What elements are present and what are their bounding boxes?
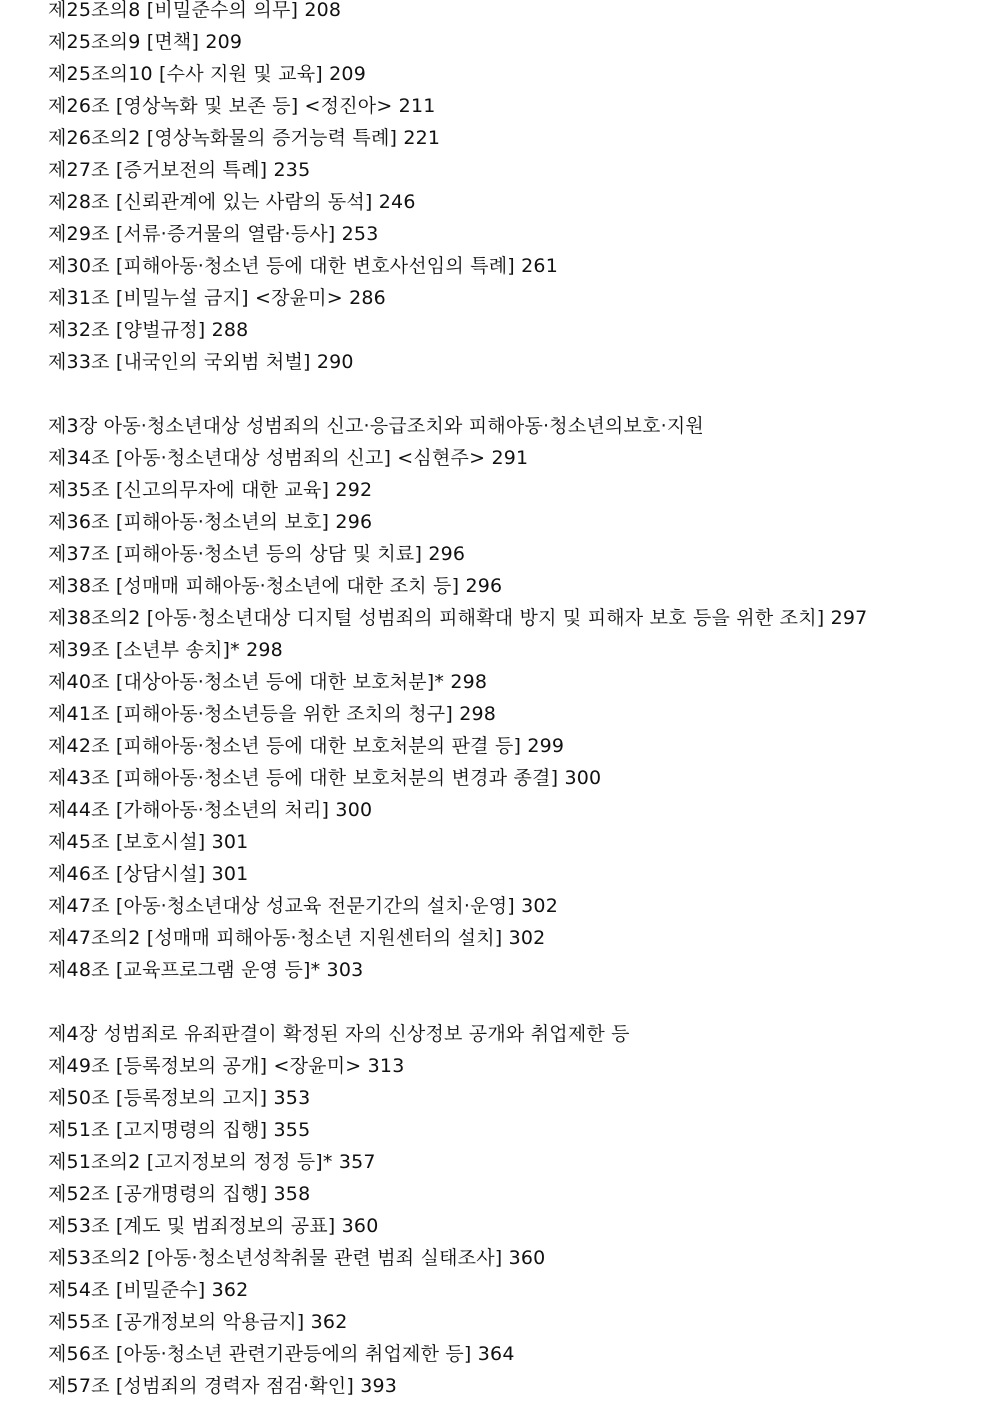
table-of-contents [48, 0, 978, 1402]
section-spacer [48, 378, 978, 410]
toc-entry: 제49조 [등록정보의 공개] <장윤미> 313 [48, 1055, 405, 1077]
toc-entry: 제55조 [공개정보의 악용금지] 362 [48, 1311, 348, 1333]
toc-entry: 제31조 [비밀누설 금지] <장윤미> 286 [48, 287, 386, 309]
toc-entry: 제48조 [교육프로그램 운영 등]* 303 [48, 959, 364, 981]
section-spacer [48, 986, 978, 1018]
chapter-heading: 제4장 성범죄로 유죄판결이 확정된 자의 신상정보 공개와 취업제한 등 [48, 1023, 630, 1045]
toc-entry: 제57조 [성범죄의 경력자 점검·확인] 393 [48, 1375, 398, 1397]
toc-entry: 제37조 [피해아동·청소년 등의 상담 및 치료] 296 [48, 543, 466, 565]
toc-entry: 제45조 [보호시설] 301 [48, 831, 249, 853]
toc-entry: 제30조 [피해아동·청소년 등에 대한 변호사선임의 특례] 261 [48, 255, 558, 277]
chapter-heading: 제3장 아동·청소년대상 성범죄의 신고·응급조치와 피해아동·청소년의보호·지원 [48, 415, 704, 437]
toc-entry: 제32조 [양벌규정] 288 [48, 319, 249, 341]
toc-entry: 제42조 [피해아동·청소년 등에 대한 보호처분의 판결 등] 299 [48, 735, 565, 757]
toc-entry: 제25조의9 [면책] 209 [48, 31, 243, 53]
toc-entry: 제47조의2 [성매매 피해아동·청소년 지원센터의 설치] 302 [48, 927, 546, 949]
toc-section-1 [48, 0, 978, 378]
toc-section-chapter-4 [48, 1018, 978, 1402]
toc-entry: 제46조 [상담시설] 301 [48, 863, 249, 885]
toc-entry: 제28조 [신뢰관계에 있는 사람의 동석] 246 [48, 191, 416, 213]
toc-entry: 제38조의2 [아동·청소년대상 디지털 성범죄의 피해확대 방지 및 피해자 보호 등을 위한 조치] 297 [48, 607, 868, 629]
toc-entry: 제47조 [아동·청소년대상 성교육 전문기간의 설치·운영] 302 [48, 895, 558, 917]
toc-entry: 제53조 [계도 및 범죄정보의 공표] 360 [48, 1215, 379, 1237]
toc-entry: 제53조의2 [아동·청소년성착취물 관련 범죄 실태조사] 360 [48, 1247, 546, 1269]
toc-entry: 제26조의2 [영상녹화물의 증거능력 특례] 221 [48, 127, 441, 149]
toc-entry: 제29조 [서류·증거물의 열람·등사] 253 [48, 223, 379, 245]
toc-entry: 제35조 [신고의무자에 대한 교육] 292 [48, 479, 373, 501]
toc-entry: 제26조 [영상녹화 및 보존 등] <정진아> 211 [48, 95, 436, 117]
toc-entry: 제40조 [대상아동·청소년 등에 대한 보호처분]* 298 [48, 671, 488, 693]
toc-entry: 제25조의8 [비밀준수의 의무] 208 [48, 0, 342, 21]
toc-entry: 제44조 [가해아동·청소년의 처리] 300 [48, 799, 373, 821]
toc-entry: 제52조 [공개명령의 집행] 358 [48, 1183, 311, 1205]
toc-entry: 제56조 [아동·청소년 관련기관등에의 취업제한 등] 364 [48, 1343, 515, 1365]
toc-entry: 제51조 [고지명령의 집행] 355 [48, 1119, 311, 1141]
toc-section-chapter-3 [48, 410, 978, 986]
toc-entry: 제27조 [증거보전의 특례] 235 [48, 159, 311, 181]
toc-entry: 제33조 [내국인의 국외범 처벌] 290 [48, 351, 354, 373]
toc-entry: 제54조 [비밀준수] 362 [48, 1279, 249, 1301]
toc-entry: 제41조 [피해아동·청소년등을 위한 조치의 청구] 298 [48, 703, 497, 725]
toc-entry: 제50조 [등록정보의 고지] 353 [48, 1087, 311, 1109]
toc-entry: 제34조 [아동·청소년대상 성범죄의 신고] <심현주> 291 [48, 447, 529, 469]
toc-entry: 제36조 [피해아동·청소년의 보호] 296 [48, 511, 373, 533]
toc-entry: 제51조의2 [고지정보의 정정 등]* 357 [48, 1151, 376, 1173]
toc-entry: 제25조의10 [수사 지원 및 교육] 209 [48, 63, 366, 85]
toc-entry: 제43조 [피해아동·청소년 등에 대한 보호처분의 변경과 종결] 300 [48, 767, 602, 789]
toc-entry: 제38조 [성매매 피해아동·청소년에 대한 조치 등] 296 [48, 575, 503, 597]
toc-entry: 제39조 [소년부 송치]* 298 [48, 639, 283, 661]
